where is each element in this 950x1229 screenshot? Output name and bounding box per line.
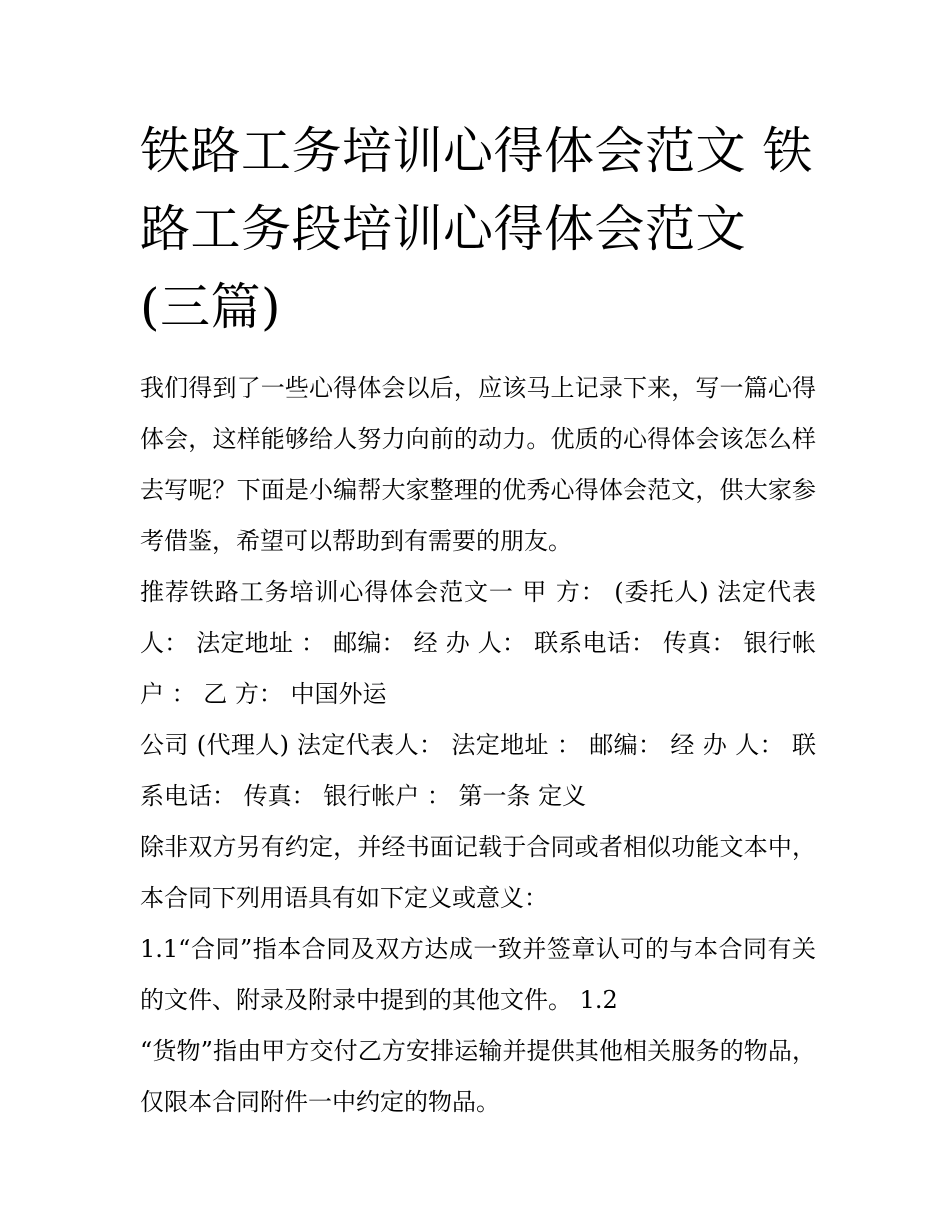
clause-1-1-paragraph: 1.1“合同”指本合同及双方达成一致并签章认可的与本合同有关的文件、附录及附录中提到的其他文件。 1.2 xyxy=(140,935,816,1014)
document-title: 铁路工务培训心得体会范文 铁路工务段培训心得体会范文(三篇) xyxy=(140,122,813,336)
intro-paragraph: 我们得到了一些心得体会以后，应该马上记录下来，写一篇心得体会，这样能够给人努力向前的动力。优质的心得体会该怎么样去写呢？下面是小编帮大家整理的优秀心得体会范文，供大家参考借鉴，希望可以帮助到有需要的朋友。 xyxy=(140,374,816,555)
party-a-paragraph: 推荐铁路工务培训心得体会范文一 甲 方： (委托人) 法定代表人： 法定地址 ： 邮编： 经 办 人： 联系电话： 传真： 银行帐户 ： 乙 方： 中国外运 xyxy=(140,578,816,708)
definition-intro-paragraph: 除非双方另有约定，并经书面记载于合同或者相似功能文本中，本合同下列用语具有如下定义或意义： xyxy=(140,833,816,912)
document-page xyxy=(140,112,816,1128)
clause-1-2-paragraph: “货物”指由甲方交付乙方安排运输并提供其他相关服务的物品，仅限本合同附件一中约定的物品。 xyxy=(140,1037,816,1116)
party-b-paragraph: 公司 (代理人) 法定代表人： 法定地址 ： 邮编： 经 办 人： 联系电话： 传真： 银行帐户 ： 第一条 定义 xyxy=(140,731,816,810)
